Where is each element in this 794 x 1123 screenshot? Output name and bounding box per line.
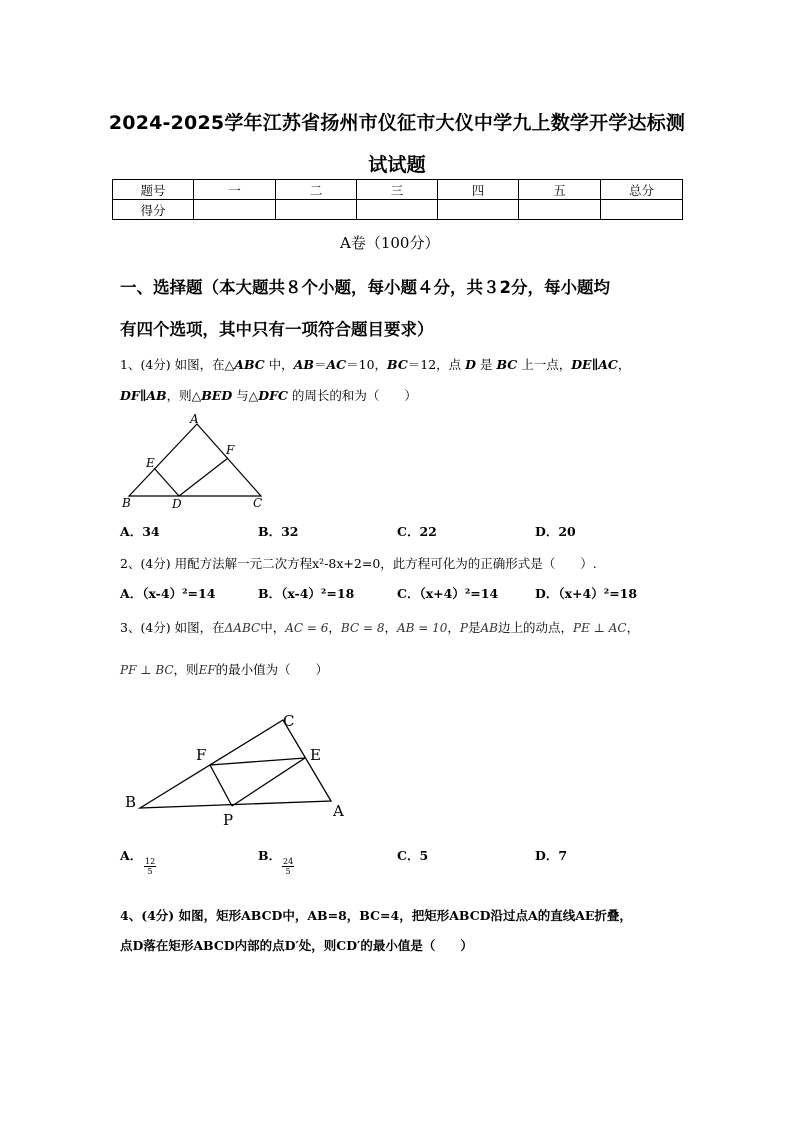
q3-option-d[interactable]: D．7: [535, 848, 568, 863]
part1-heading-line2: 有四个选项，其中只有一项符合题目要求）: [120, 320, 434, 339]
header-cell: 题号: [113, 180, 194, 200]
q4-line2: 点D落在矩形ABCD内部的点D′处，则CD′的最小值是（ ）: [120, 938, 473, 953]
score-cell[interactable]: [601, 200, 683, 220]
score-cell[interactable]: [194, 200, 276, 220]
q3-label-c: C: [283, 712, 295, 730]
q2-text: 2、(4分) 用配方法解一元二次方程x²-8x+2=0，此方程可化为的正确形式是（ ）.: [120, 556, 597, 571]
segment-pe: [232, 758, 305, 806]
section-heading: A卷（100分）: [340, 234, 440, 252]
segment-fe: [210, 758, 305, 765]
page-title-line1: 2024-2025学年江苏省扬州市仪征市大仪中学九上数学开学达标测: [108, 112, 686, 134]
q1-option-b[interactable]: B．32: [258, 524, 299, 539]
score-table-header-row: [113, 180, 683, 200]
q1-figure: [115, 410, 275, 515]
triangle-bca: [140, 720, 331, 808]
q1-label-e: E: [146, 456, 155, 470]
part1-heading-line1: 一、选择题（本大题共８个小题，每小题４分，共３2分，每小题均: [120, 278, 610, 297]
score-row-label: 得分: [113, 200, 194, 220]
header-cell: 三: [357, 180, 438, 200]
q2-option-c[interactable]: C．（x+4）²=14: [397, 586, 499, 601]
q1-option-c[interactable]: C．22: [397, 524, 437, 539]
score-cell[interactable]: [519, 200, 601, 220]
q1-line1: 1、(4分) 如图，在△ABC 中，AB＝AC＝10，BC＝12，点 D 是 BC 上一点，DE∥AC，: [120, 357, 631, 372]
q3-option-a-fraction: $\frac{12}{5}$: [145, 857, 156, 876]
q2-option-d[interactable]: D．（x+4）²=18: [535, 586, 638, 601]
header-cell: 五: [519, 180, 601, 200]
q3-option-b[interactable]: B．: [258, 848, 282, 863]
q3-option-b-fraction: $\frac{24}{5}$: [283, 857, 294, 876]
q3-label-e: E: [310, 746, 321, 764]
q2-option-b[interactable]: B．（x-4）²=18: [258, 586, 355, 601]
q1-label-f: F: [226, 443, 235, 457]
q3-option-a[interactable]: A．: [120, 848, 143, 863]
segment-fp: [210, 765, 232, 806]
q3-label-a: A: [333, 802, 344, 820]
q2-option-a[interactable]: A．（x-4）²=14: [120, 586, 216, 601]
q1-line2: DF∥AB，则△BED 与△DFC 的周长的和为（ ）: [120, 388, 417, 403]
q3-figure: [120, 708, 360, 832]
q3-option-c[interactable]: C．5: [397, 848, 429, 863]
q3-line1: 3、(4分) 如图，在ΔABC中，AC = 6，BC = 8，AB = 10，P是AB边上的动点，PE ⊥ AC，: [120, 620, 640, 635]
q3-label-f: F: [196, 746, 207, 764]
q3-label-p: P: [223, 811, 234, 829]
score-cell[interactable]: [438, 200, 519, 220]
q1-label-c: C: [253, 496, 263, 510]
segment-de: [154, 468, 179, 496]
header-cell: 一: [194, 180, 276, 200]
page-title-line2: 试试题: [368, 154, 426, 176]
q1-option-a[interactable]: A．34: [120, 524, 160, 539]
score-table-score-row: [113, 200, 683, 220]
header-cell: 总分: [601, 180, 683, 200]
q1-label-d: D: [172, 497, 182, 511]
q4-line1: 4、(4分) 如图，矩形ABCD中，AB=8，BC=4，把矩形ABCD沿过点A的直线AE折叠，: [120, 908, 632, 923]
score-cell[interactable]: [357, 200, 438, 220]
q3-label-b: B: [125, 793, 137, 811]
score-cell[interactable]: [276, 200, 357, 220]
header-cell: 二: [276, 180, 357, 200]
q1-label-b: B: [122, 496, 131, 510]
score-table: [112, 179, 683, 220]
q1-option-d[interactable]: D．20: [535, 524, 576, 539]
segment-df: [179, 458, 228, 496]
q3-line2: PF ⊥ BC，则EF的最小值为（ ）: [120, 662, 329, 677]
q1-label-a: A: [190, 412, 199, 426]
header-cell: 四: [438, 180, 519, 200]
